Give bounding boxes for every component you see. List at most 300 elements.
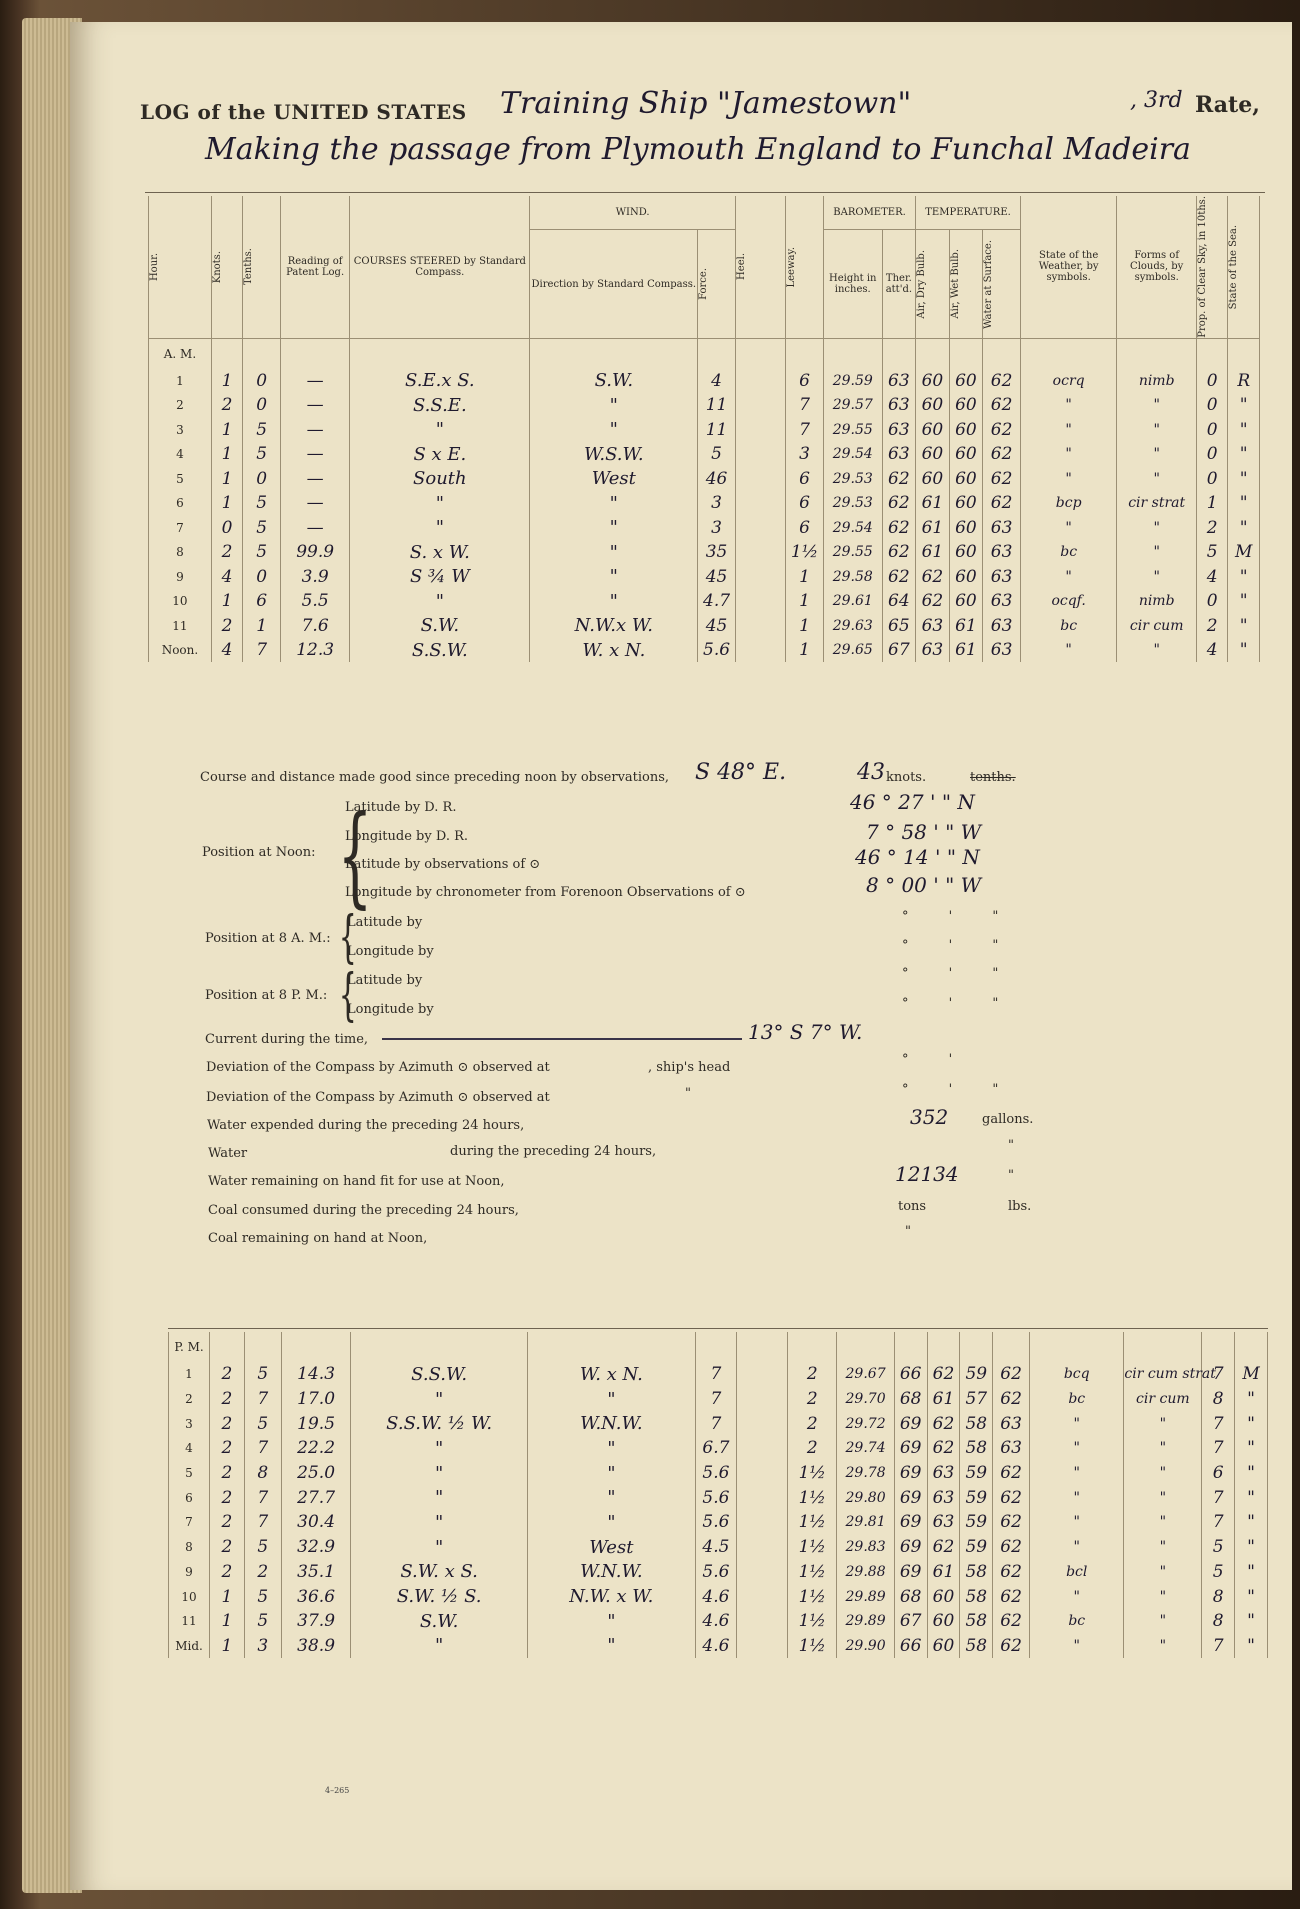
table-row (149, 613, 1260, 638)
cell-heel (736, 1411, 787, 1436)
cell-dry: 61 (927, 1387, 960, 1412)
cell-wet: 58 (960, 1634, 993, 1659)
cell-clouds: " (1117, 442, 1197, 467)
pos-8am-lat-label: Latitude by (347, 915, 423, 930)
table-row (149, 564, 1260, 589)
cell-course: " (350, 515, 530, 540)
am-label-row-cell (698, 338, 736, 368)
cell-ther: 64 (882, 589, 916, 614)
cell-course: " (350, 589, 530, 614)
cell-leeway: 1½ (788, 1535, 837, 1560)
am-log-table (148, 196, 1260, 662)
clouds-header: Forms of Clouds, by symbols. (1117, 196, 1197, 338)
cell-force: 4.6 (695, 1634, 736, 1659)
cell-knots: 2 (210, 1411, 245, 1436)
cell-clear: 0 (1197, 368, 1228, 393)
cell-knots: 2 (210, 1510, 245, 1535)
pm-label-row-cell (1202, 1332, 1235, 1362)
cell-water: 63 (983, 515, 1021, 540)
cell-sea: " (1228, 491, 1260, 516)
tenths-unit: tenths. (970, 770, 1016, 785)
cell-clear: 5 (1202, 1560, 1235, 1585)
cell-log: — (281, 491, 350, 516)
pos-8pm-brace: { (338, 963, 357, 1028)
cell-leeway: 3 (786, 442, 824, 467)
water-surface-header: Water at Surface. (983, 230, 1021, 338)
knots-unit: knots. (886, 770, 927, 785)
cell-ther: 62 (882, 466, 916, 491)
cell-course: S.W. (350, 613, 530, 638)
table-row (149, 368, 1260, 393)
ships-head-label: , ship's head (648, 1060, 731, 1075)
cell-tenths: 7 (244, 1485, 281, 1510)
cell-force: 3 (698, 491, 736, 516)
cell-wind: " (527, 1461, 695, 1486)
cell-wind: " (527, 1485, 695, 1510)
cell-log: 27.7 (281, 1485, 351, 1510)
cell-dry: 61 (927, 1560, 960, 1585)
tenths-header: Tenths. (243, 196, 281, 338)
cell-weather: bcq (1030, 1362, 1124, 1387)
table-row (169, 1436, 1268, 1461)
cell-knots: 1 (211, 466, 242, 491)
deviation-1-label: Deviation of the Compass by Azimuth ⊙ observed at (206, 1060, 550, 1075)
cell-ther: 65 (882, 613, 916, 638)
cell-water: 62 (993, 1560, 1030, 1585)
cell-dry: 62 (927, 1535, 960, 1560)
ship-name: Training Ship "Jamestown" (500, 86, 912, 121)
cell-clouds: " (1117, 466, 1197, 491)
table-row (169, 1362, 1268, 1387)
rate-label: Rate, (1195, 92, 1260, 118)
cell-height: 29.61 (823, 589, 882, 614)
cell-tenths: 0 (243, 393, 281, 418)
cell-knots: 0 (211, 515, 242, 540)
air-dry-header: Air, Dry Bulb. (916, 230, 950, 338)
cell-hour: 2 (169, 1387, 210, 1412)
cell-hour: 2 (149, 393, 212, 418)
cell-hour: 11 (149, 613, 212, 638)
cell-ther: 63 (882, 368, 916, 393)
cell-force: 11 (698, 393, 736, 418)
sea-header: State of the Sea. (1228, 196, 1260, 338)
cell-water: 62 (993, 1634, 1030, 1659)
cell-water: 62 (993, 1362, 1030, 1387)
cell-clouds: " (1117, 564, 1197, 589)
pm-top-rule (168, 1328, 1268, 1329)
cell-wet: 58 (960, 1560, 993, 1585)
cell-ther: 69 (894, 1510, 927, 1535)
cell-weather: " (1020, 466, 1116, 491)
cell-dry: 62 (916, 564, 950, 589)
cell-knots: 2 (210, 1485, 245, 1510)
air-wet-header: Air, Wet Bulb. (949, 230, 983, 338)
cell-leeway: 1 (786, 613, 824, 638)
pm-label-row-cell (1124, 1332, 1202, 1362)
cell-clear: 5 (1202, 1535, 1235, 1560)
cell-knots: 1 (211, 491, 242, 516)
pos-8am-label: Position at 8 A. M.: (205, 931, 331, 946)
course-value: S 48° E. (695, 760, 787, 785)
cell-force: 4.6 (695, 1584, 736, 1609)
am-label-row-cell (1228, 338, 1260, 368)
cell-wet: 58 (960, 1411, 993, 1436)
cell-water: 62 (983, 417, 1021, 442)
cell-clear: 0 (1197, 466, 1228, 491)
cell-height: 29.54 (823, 442, 882, 467)
cell-clear: 1 (1197, 491, 1228, 516)
cell-ther: 69 (894, 1461, 927, 1486)
cell-wind: S.W. (530, 368, 698, 393)
cell-height: 29.89 (837, 1609, 894, 1634)
pm-label-row-cell (281, 1332, 351, 1362)
cell-course: S.W. (351, 1609, 527, 1634)
cell-force: 4 (698, 368, 736, 393)
pm-label-row-cell (736, 1332, 787, 1362)
am-label-row-cell (211, 338, 242, 368)
cell-height: 29.63 (823, 613, 882, 638)
cell-log: 99.9 (281, 540, 350, 565)
cell-height: 29.88 (837, 1560, 894, 1585)
cell-tenths: 5 (243, 491, 281, 516)
cell-dry: 63 (927, 1461, 960, 1486)
pm-label-row (169, 1332, 1268, 1362)
cell-course: " (351, 1387, 527, 1412)
cell-tenths: 5 (243, 540, 281, 565)
cell-height: 29.55 (823, 540, 882, 565)
cell-wet: 59 (960, 1535, 993, 1560)
cell-force: 5 (698, 442, 736, 467)
cell-wet: 60 (949, 564, 983, 589)
cell-course: S.S.W. ½ W. (351, 1411, 527, 1436)
am-label-row-cell (281, 338, 350, 368)
cell-wind: " (527, 1609, 695, 1634)
am-label-row-cell (983, 338, 1021, 368)
cell-ther: 68 (894, 1387, 927, 1412)
pos-8pm-lat-label: Latitude by (347, 973, 423, 988)
cell-log: — (281, 393, 350, 418)
table-row (149, 638, 1260, 663)
cell-log: 22.2 (281, 1436, 351, 1461)
cell-weather: " (1030, 1461, 1124, 1486)
pm-label-row-cell (527, 1332, 695, 1362)
cell-leeway: 1½ (788, 1560, 837, 1585)
pm-label-row-cell (695, 1332, 736, 1362)
cell-force: 11 (698, 417, 736, 442)
cell-clear: 2 (1197, 515, 1228, 540)
cell-dry: 63 (927, 1510, 960, 1535)
cell-weather: bcl (1030, 1560, 1124, 1585)
am-period-label: A. M. (149, 338, 212, 368)
cell-hour: 8 (149, 540, 212, 565)
cell-ther: 66 (894, 1634, 927, 1659)
table-row (149, 466, 1260, 491)
cell-leeway: 6 (786, 491, 824, 516)
cell-heel (735, 466, 785, 491)
cell-heel (736, 1560, 787, 1585)
cell-wet: 60 (949, 393, 983, 418)
cell-height: 29.80 (837, 1485, 894, 1510)
cell-knots: 2 (210, 1387, 245, 1412)
cell-leeway: 1½ (788, 1461, 837, 1486)
cell-height: 29.81 (837, 1510, 894, 1535)
cell-wet: 61 (949, 638, 983, 663)
lat-obs-label: Latitude by observations of ⊙ (345, 857, 541, 872)
cell-tenths: 7 (244, 1510, 281, 1535)
cell-force: 5.6 (698, 638, 736, 663)
cell-wind: " (530, 417, 698, 442)
cell-hour: 5 (169, 1461, 210, 1486)
cell-ther: 63 (882, 417, 916, 442)
cell-clouds: " (1124, 1560, 1202, 1585)
tons-unit: tons (898, 1199, 927, 1214)
cell-weather: " (1030, 1535, 1124, 1560)
cell-sea: " (1235, 1560, 1268, 1585)
table-row (149, 417, 1260, 442)
distance-value: 43 (857, 760, 885, 785)
lat-dr-label: Latitude by D. R. (345, 800, 457, 815)
cell-sea: M (1235, 1362, 1268, 1387)
cell-clear: 7 (1202, 1510, 1235, 1535)
cell-wet: 61 (949, 613, 983, 638)
cell-wind: West (530, 466, 698, 491)
am-label-row-cell (916, 338, 950, 368)
cell-hour: 4 (169, 1436, 210, 1461)
coal-consumed-label: Coal consumed during the preceding 24 hours, (208, 1203, 519, 1218)
weather-header: State of the Weather, by symbols. (1020, 196, 1116, 338)
cell-dry: 62 (916, 589, 950, 614)
cell-log: — (281, 515, 350, 540)
am-label-row-cell (350, 338, 530, 368)
cell-sea: " (1235, 1609, 1268, 1634)
cell-height: 29.78 (837, 1461, 894, 1486)
cell-sea: " (1235, 1510, 1268, 1535)
cell-ther: 69 (894, 1436, 927, 1461)
form-code: 4–265 (325, 1786, 350, 1795)
cell-log: 19.5 (281, 1411, 351, 1436)
cell-leeway: 1½ (788, 1584, 837, 1609)
cell-heel (735, 491, 785, 516)
cell-leeway: 1 (786, 564, 824, 589)
cell-wet: 60 (949, 466, 983, 491)
barometer-header: BAROMETER. (823, 196, 915, 230)
cell-ther: 69 (894, 1560, 927, 1585)
water-during-label: during the preceding 24 hours, (450, 1144, 657, 1159)
cell-leeway: 1½ (786, 540, 824, 565)
table-row (169, 1584, 1268, 1609)
cell-log: 25.0 (281, 1461, 351, 1486)
cell-sea: " (1235, 1584, 1268, 1609)
table-row (169, 1634, 1268, 1659)
cell-weather: bc (1020, 613, 1116, 638)
cell-heel (736, 1609, 787, 1634)
cell-sea: " (1228, 564, 1260, 589)
pos-8pm-label: Position at 8 P. M.: (205, 988, 328, 1003)
cell-force: 5.6 (695, 1485, 736, 1510)
hour-header: Hour. (149, 196, 212, 338)
cell-heel (736, 1362, 787, 1387)
am-label-row-cell (735, 338, 785, 368)
table-row (149, 491, 1260, 516)
cell-height: 29.83 (837, 1535, 894, 1560)
lon-chrono-value: 8 ° 00 ' " W (866, 873, 982, 897)
lon-dr-label: Longitude by D. R. (345, 829, 468, 844)
cell-hour: 3 (149, 417, 212, 442)
cell-knots: 2 (211, 540, 242, 565)
cell-height: 29.57 (823, 393, 882, 418)
wind-direction-header: Direction by Standard Compass. (530, 230, 698, 338)
cell-height: 29.58 (823, 564, 882, 589)
cell-log: 37.9 (281, 1609, 351, 1634)
cell-dry: 63 (916, 638, 950, 663)
cell-water: 63 (983, 540, 1021, 565)
cell-height: 29.55 (823, 417, 882, 442)
cell-ther: 69 (894, 1411, 927, 1436)
cell-ther: 69 (894, 1535, 927, 1560)
log-title: LOG of the UNITED STATES (140, 100, 467, 124)
cell-weather: " (1020, 417, 1116, 442)
cell-tenths: 7 (243, 638, 281, 663)
cell-height: 29.90 (837, 1634, 894, 1659)
cell-height: 29.54 (823, 515, 882, 540)
cell-weather: " (1030, 1510, 1124, 1535)
cell-clouds: " (1124, 1510, 1202, 1535)
cell-water: 62 (983, 368, 1021, 393)
cell-hour: 6 (149, 491, 212, 516)
cell-clouds: cir cum (1124, 1387, 1202, 1412)
cell-dry: 61 (916, 491, 950, 516)
cell-course: S.S.W. (350, 638, 530, 663)
cell-log: 3.9 (281, 564, 350, 589)
water-label: Water (208, 1146, 248, 1161)
current-scribble (382, 1038, 742, 1040)
cell-tenths: 0 (243, 368, 281, 393)
cell-weather: " (1030, 1436, 1124, 1461)
cell-weather: " (1030, 1634, 1124, 1659)
cell-course: " (351, 1461, 527, 1486)
cell-course: S.E.x S. (350, 368, 530, 393)
cell-dry: 61 (916, 515, 950, 540)
pm-label-row-cell (837, 1332, 894, 1362)
cell-clouds: nimb (1117, 589, 1197, 614)
cell-heel (736, 1387, 787, 1412)
cell-knots: 4 (211, 638, 242, 663)
cell-ther: 67 (882, 638, 916, 663)
cell-force: 4.6 (695, 1609, 736, 1634)
table-row (149, 540, 1260, 565)
cell-knots: 1 (211, 442, 242, 467)
cell-water: 62 (993, 1485, 1030, 1510)
pos-8am-lon-marks: ° ' " (902, 938, 1017, 953)
cell-knots: 2 (211, 393, 242, 418)
cell-water: 62 (983, 442, 1021, 467)
cell-height: 29.59 (823, 368, 882, 393)
cell-log: 36.6 (281, 1584, 351, 1609)
cell-log: 14.3 (281, 1362, 351, 1387)
cell-wet: 60 (949, 368, 983, 393)
cell-dry: 60 (927, 1584, 960, 1609)
cell-weather: " (1020, 564, 1116, 589)
cell-log: 35.1 (281, 1560, 351, 1585)
cell-height: 29.53 (823, 466, 882, 491)
cell-force: 7 (695, 1387, 736, 1412)
cell-leeway: 7 (786, 393, 824, 418)
water-remaining-ditto: " (1008, 1168, 1014, 1183)
pm-period-label: P. M. (169, 1332, 210, 1362)
cell-course: " (351, 1485, 527, 1510)
cell-force: 7 (695, 1362, 736, 1387)
cell-ther: 62 (882, 540, 916, 565)
cell-clear: 0 (1197, 589, 1228, 614)
cell-heel (735, 393, 785, 418)
cell-force: 5.6 (695, 1510, 736, 1535)
cell-height: 29.89 (837, 1584, 894, 1609)
cell-log: — (281, 368, 350, 393)
cell-tenths: 3 (244, 1634, 281, 1659)
cell-heel (736, 1485, 787, 1510)
cell-weather: " (1020, 393, 1116, 418)
cell-clouds: " (1117, 540, 1197, 565)
cell-knots: 1 (211, 417, 242, 442)
cell-wind: " (530, 515, 698, 540)
cell-ther: 63 (882, 442, 916, 467)
cell-hour: 1 (149, 368, 212, 393)
cell-knots: 2 (211, 613, 242, 638)
cell-weather: " (1030, 1411, 1124, 1436)
cell-heel (736, 1461, 787, 1486)
cell-weather: " (1020, 638, 1116, 663)
cell-heel (736, 1584, 787, 1609)
cell-wind: W.N.W. (527, 1560, 695, 1585)
cell-weather: bc (1030, 1387, 1124, 1412)
position-noon-brace: { (337, 791, 373, 919)
cell-water: 63 (983, 638, 1021, 663)
am-label-row-cell (530, 338, 698, 368)
pos-8am-lat-marks: ° ' " (902, 909, 1017, 924)
table-row (169, 1609, 1268, 1634)
pos-8pm-lat-marks: ° ' " (902, 966, 1017, 981)
cell-log: 17.0 (281, 1387, 351, 1412)
cell-hour: 6 (169, 1485, 210, 1510)
cell-sea: " (1235, 1485, 1268, 1510)
cell-knots: 2 (210, 1362, 245, 1387)
cell-water: 62 (993, 1461, 1030, 1486)
cell-force: 45 (698, 613, 736, 638)
cell-course: " (350, 491, 530, 516)
cell-clouds: " (1124, 1436, 1202, 1461)
cell-course: S.W. x S. (351, 1560, 527, 1585)
pos-8pm-lon-marks: ° ' " (902, 996, 1017, 1011)
current-value: 13° S 7° W. (748, 1020, 863, 1044)
cell-clear: 0 (1197, 442, 1228, 467)
cell-force: 46 (698, 466, 736, 491)
cell-sea: " (1235, 1535, 1268, 1560)
cell-tenths: 5 (244, 1535, 281, 1560)
lat-dr-value: 46 ° 27 ' " N (850, 790, 975, 814)
rate-number: , 3rd (1130, 88, 1183, 113)
cell-weather: bc (1020, 540, 1116, 565)
cell-dry: 60 (927, 1609, 960, 1634)
table-row (169, 1510, 1268, 1535)
cell-leeway: 1½ (788, 1510, 837, 1535)
cell-clouds: " (1117, 417, 1197, 442)
water-expended-label: Water expended during the preceding 24 hours, (207, 1118, 525, 1133)
cell-wind: W. x N. (527, 1362, 695, 1387)
cell-force: 5.6 (695, 1560, 736, 1585)
cell-water: 62 (993, 1510, 1030, 1535)
cell-clear: 7 (1202, 1362, 1235, 1387)
cell-dry: 60 (916, 417, 950, 442)
